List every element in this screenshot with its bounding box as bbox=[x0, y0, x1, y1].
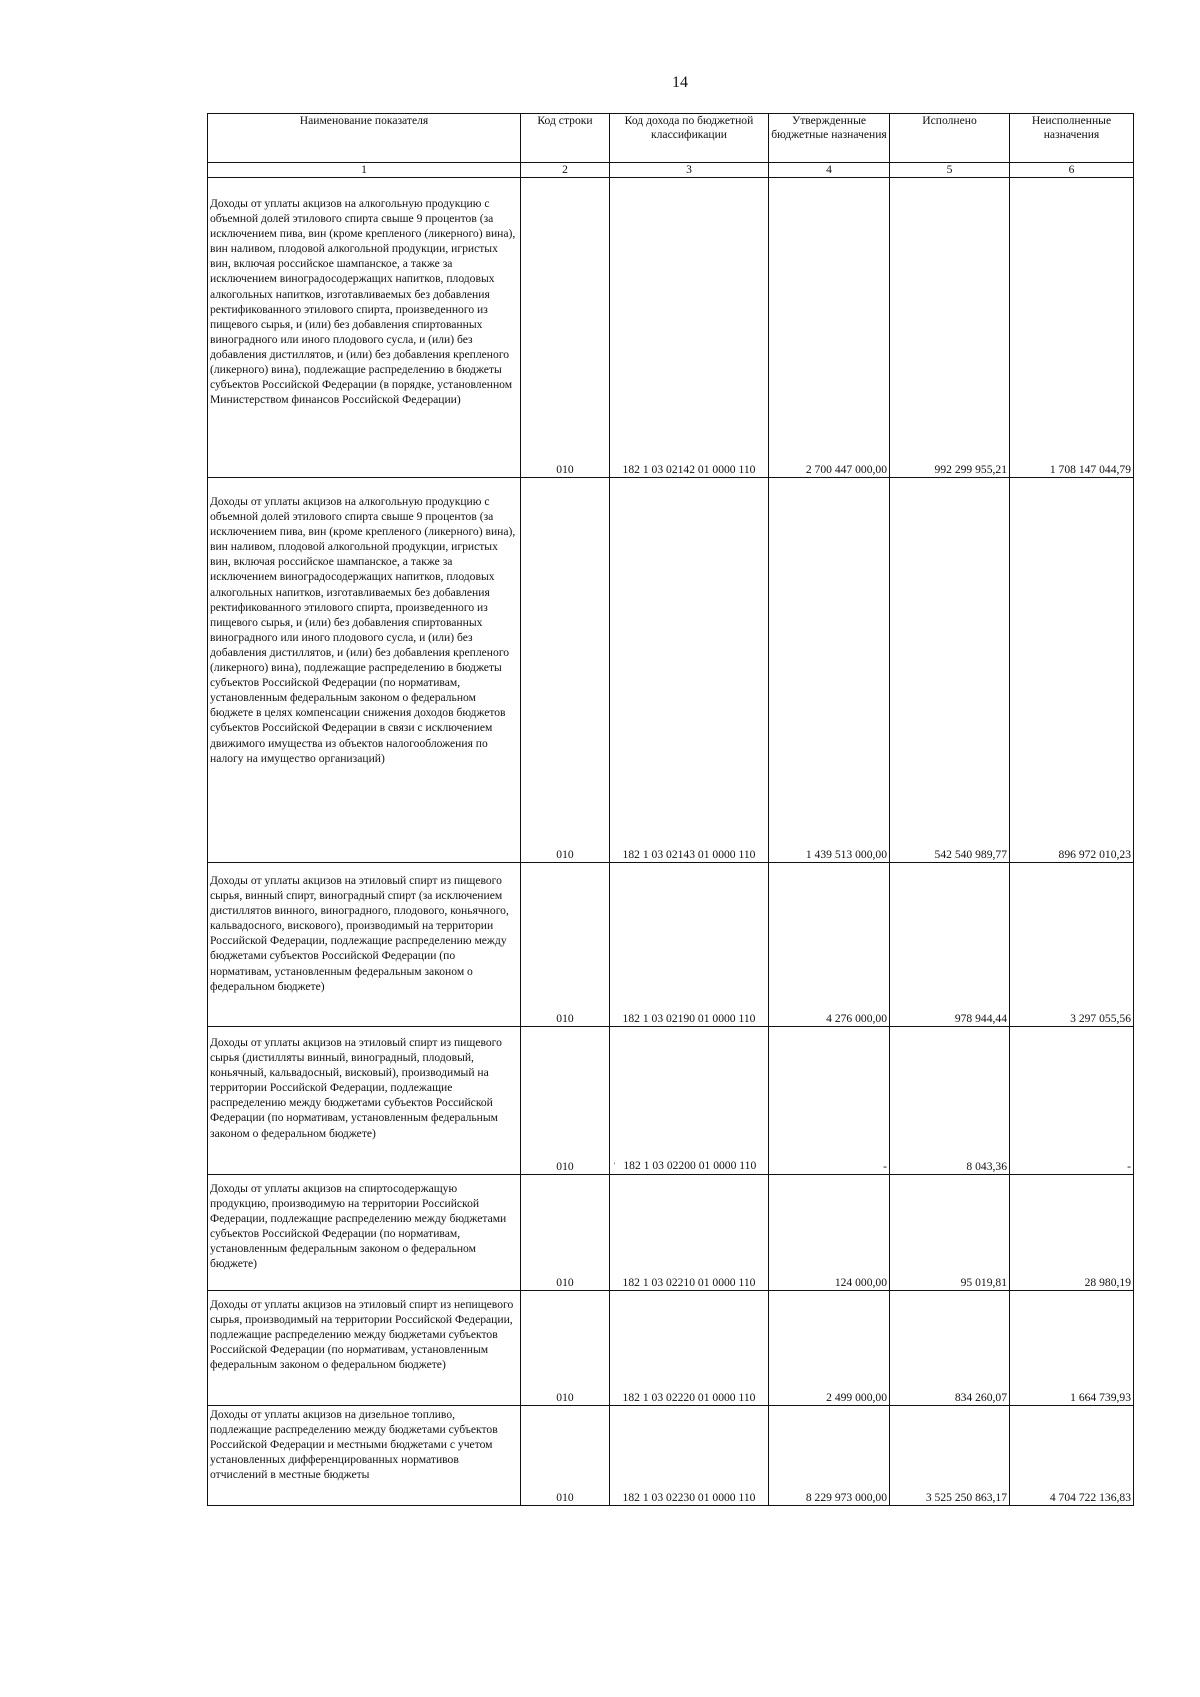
unexecuted-amount: 1 664 739,93 bbox=[1010, 1291, 1134, 1406]
approved-amount: 124 000,00 bbox=[769, 1175, 890, 1291]
table-row bbox=[208, 1027, 1134, 1175]
table-row bbox=[208, 1291, 1134, 1406]
header-budget-classification-code: Код дохода по бюджетной классификации bbox=[610, 114, 769, 163]
executed-amount: 992 299 955,21 bbox=[890, 178, 1010, 478]
column-number: 6 bbox=[1010, 163, 1134, 178]
page-number: 14 bbox=[672, 74, 688, 91]
indicator-name: Доходы от уплаты акцизов на спиртосодержащую продукцию, производимую на территории Российской Федерации, подлежащие распределению между бюджетами субъектов Российской Федерации (по нормативам, установленным федеральным законом о федеральном бюджете) bbox=[208, 1175, 521, 1291]
column-number: 5 bbox=[890, 163, 1010, 178]
approved-amount: 8 229 973 000,00 bbox=[769, 1406, 890, 1506]
executed-amount: 8 043,36 bbox=[890, 1027, 1010, 1175]
executed-amount: 834 260,07 bbox=[890, 1291, 1010, 1406]
executed-amount: 978 944,44 bbox=[890, 863, 1010, 1027]
approved-amount: 2 499 000,00 bbox=[769, 1291, 890, 1406]
indicator-name: Доходы от уплаты акцизов на этиловый спирт из пищевого сырья, винный спирт, виноградный спирт (за исключением дистиллятов винного, виноградного, плодового, коньячного, кальвадосного, вискового), производимый на территории Российской Федерации, подлежащие распределению между бюджетами субъектов Российской Федерации (по нормативам, установленным федеральным законом о федеральном бюджете) bbox=[208, 863, 521, 1027]
column-numbers-row bbox=[208, 163, 1134, 178]
budget-classification-code bbox=[610, 1027, 769, 1175]
unexecuted-amount: - bbox=[1010, 1027, 1134, 1175]
budget-classification-code: 182 1 03 02190 01 0000 110 bbox=[610, 863, 769, 1027]
unexecuted-amount: 1 708 147 044,79 bbox=[1010, 178, 1134, 478]
budget-classification-code: 182 1 03 02220 01 0000 110 bbox=[610, 1291, 769, 1406]
indicator-name: Доходы от уплаты акцизов на алкогольную продукцию с объемной долей этилового спирта свыше 9 процентов (за исключением пива, вин (кроме крепленого (ликерного) вина), вин наливом, плодовой алкогольной продукции, игристых вин, включая российское шампанское, а также за исключением виноградосодержащих напитков, плодовых алкогольных напитков, изготавливаемых без добавления ректификованного этилового спирта, произведенного из пищевого сырья, и (или) без добавления спиртованных виноградного или иного плодового сусла, и (или) без добавления дистиллятов, и (или) без добавления крепленого (ликерного) вина), подлежащие распределению в бюджеты субъектов Российской Федерации (по нормативам, установленным федеральным законом о федеральном бюджете в целях компенсации снижения доходов бюджетов субъектов Российской Федерации в связи с исключением движимого имущества из объектов налогообложения по налогу на имущество организаций) bbox=[208, 478, 521, 863]
column-number: 2 bbox=[521, 163, 610, 178]
line-code: 010 bbox=[521, 1027, 610, 1175]
line-code: 010 bbox=[521, 863, 610, 1027]
header-indicator-name: Наименование показателя bbox=[208, 114, 521, 163]
column-number: 4 bbox=[769, 163, 890, 178]
indicator-name: Доходы от уплаты акцизов на этиловый спирт из пищевого сырья (дистилляты винный, виноградный, плодовый, коньячный, кальвадосный, висковый), производимый на территории Российской Федерации, подлежащие распределению между бюджетами субъектов Российской Федерации (по нормативам, установленным федеральным законом о федеральном бюджете) bbox=[208, 1027, 521, 1175]
indicator-name: Доходы от уплаты акцизов на дизельное топливо, подлежащие распределению между бюджетами субъектов Российской Федерации и местными бюджетами с учетом установленных дифференцированных нормативов отчислений в местные бюджеты bbox=[208, 1406, 521, 1506]
budget-classification-code-text: 182 1 03 02200 01 0000 110 bbox=[623, 1158, 757, 1172]
budget-classification-code: 182 1 03 02210 01 0000 110 bbox=[610, 1175, 769, 1291]
unexecuted-amount: 4 704 722 136,83 bbox=[1010, 1406, 1134, 1506]
executed-amount: 542 540 989,77 bbox=[890, 478, 1010, 863]
budget-classification-code: 182 1 03 02142 01 0000 110 bbox=[610, 178, 769, 478]
approved-amount: 1 439 513 000,00 bbox=[769, 478, 890, 863]
column-number: 1 bbox=[208, 163, 521, 178]
line-code: 010 bbox=[521, 1291, 610, 1406]
budget-classification-code: 182 1 03 02230 01 0000 110 bbox=[610, 1406, 769, 1506]
table-row bbox=[208, 1175, 1134, 1291]
indicator-name: Доходы от уплаты акцизов на алкогольную продукцию с объемной долей этилового спирта свыше 9 процентов (за исключением пива, вин (кроме крепленого (ликерного) вина), вин наливом, плодовой алкогольной продукции, игристых вин, включая российское шампанское, а также за исключением виноградосодержащих напитков, плодовых алкогольных напитков, изготавливаемых без добавления ректификованного этилового спирта, произведенного из пищевого сырья, и (или) без добавления спиртованных виноградного или иного плодового сусла, и (или) без добавления дистиллятов, и (или) без добавления крепленого (ликерного) вина), подлежащие распределению в бюджеты субъектов Российской Федерации (в порядке, установленном Министерством финансов Российской Федерации) bbox=[208, 178, 521, 478]
header-approved: Утвержденные бюджетные назначения bbox=[769, 114, 890, 163]
line-code: 010 bbox=[521, 1175, 610, 1291]
unexecuted-amount: 896 972 010,23 bbox=[1010, 478, 1134, 863]
scan-mark: ' bbox=[613, 1160, 616, 1171]
table-row bbox=[208, 1406, 1134, 1506]
line-code: 010 bbox=[521, 478, 610, 863]
budget-classification-code: 182 1 03 02143 01 0000 110 bbox=[610, 478, 769, 863]
table-row bbox=[208, 178, 1134, 478]
approved-amount: - bbox=[769, 1027, 890, 1175]
header-line-code: Код строки bbox=[521, 114, 610, 163]
approved-amount: 2 700 447 000,00 bbox=[769, 178, 890, 478]
line-code: 010 bbox=[521, 1406, 610, 1506]
header-unexecuted: Неисполненные назначения bbox=[1010, 114, 1134, 163]
line-code: 010 bbox=[521, 178, 610, 478]
approved-amount: 4 276 000,00 bbox=[769, 863, 890, 1027]
executed-amount: 3 525 250 863,17 bbox=[890, 1406, 1010, 1506]
executed-amount: 95 019,81 bbox=[890, 1175, 1010, 1291]
column-number: 3 bbox=[610, 163, 769, 178]
unexecuted-amount: 28 980,19 bbox=[1010, 1175, 1134, 1291]
table-row bbox=[208, 863, 1134, 1027]
report-table bbox=[207, 113, 1134, 1506]
header-executed: Исполнено bbox=[890, 114, 1010, 163]
header-row bbox=[208, 114, 1134, 163]
table-row bbox=[208, 478, 1134, 863]
indicator-name: Доходы от уплаты акцизов на этиловый спирт из непищевого сырья, производимый на территории Российской Федерации, подлежащие распределению между бюджетами субъектов Российской Федерации (по нормативам, установленным федеральным законом о федеральном бюджете) bbox=[208, 1291, 521, 1406]
unexecuted-amount: 3 297 055,56 bbox=[1010, 863, 1134, 1027]
